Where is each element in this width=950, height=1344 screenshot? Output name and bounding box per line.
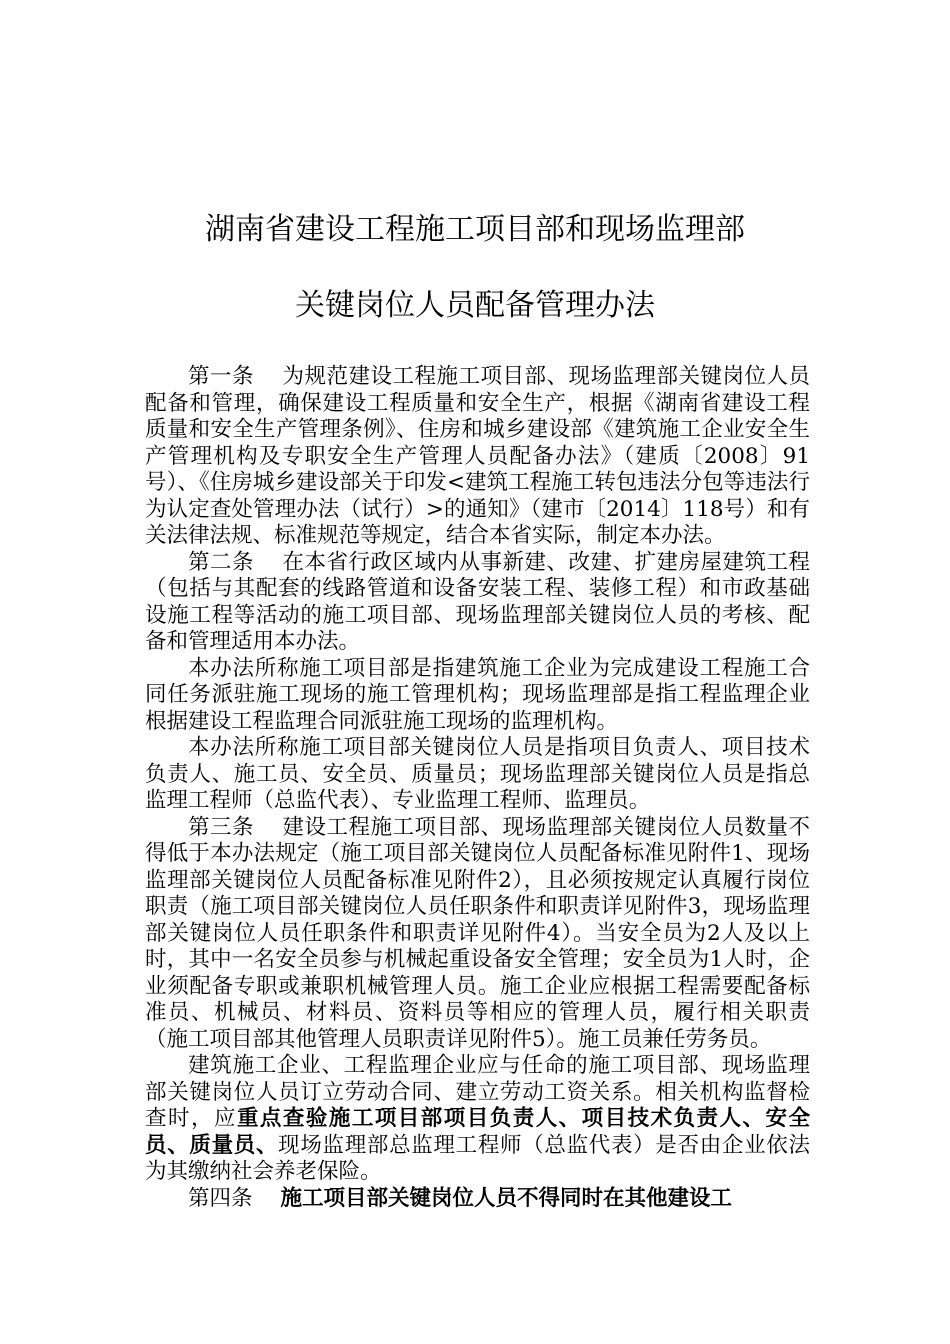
labor-contract-paragraph <box>145 1053 810 1186</box>
article-label: 第四条 <box>188 1185 253 1211</box>
article-label: 第三条 <box>188 814 255 840</box>
paragraph-text: 本办法所称施工项目部是指建筑施工企业为完成建设工程施工合同任务派驻施工现场的施工管理机构；现场监理部是指工程监理企业根据建设工程监理合同派驻施工现场的监理机构。 <box>145 655 810 734</box>
article-text: 建设工程施工项目部、现场监理部关键岗位人员数量不得低于本办法规定（施工项目部关键岗位人员配备标准见附件1、现场监理部关键岗位人员配备标准见附件2），且必须按规定认真履行岗位职责（施工项目部关键岗位人员任职条件和职责详见附件3，现场监理部关键岗位人员任职条件和职责详见附件4）。当安全员为2人及以上时，其中一名安全员参与机械起重设备安全管理；安全员为1人时，企业须配备专职或兼职机械管理人员。施工企业应根据工程需要配备标准员、机械员、材料员、资料员等相应的管理人员，履行相关职责（施工项目部其他管理人员职责详见附件5）。施工员兼任劳务员。 <box>145 814 810 1052</box>
emphasized-text: 施工项目部关键岗位人员不得同时在其他建设工 <box>280 1185 732 1211</box>
document-body <box>145 364 810 1212</box>
document-title-line-2: 关键岗位人员配备管理办法 <box>295 288 655 323</box>
key-positions-paragraph <box>145 735 810 815</box>
article-2-paragraph <box>145 550 810 656</box>
article-text: 为规范建设工程施工项目部、现场监理部关键岗位人员配备和管理，确保建设工程质量和安全生产，根据《湖南省建设工程质量和安全生产管理条例》、住房和城乡建设部《建筑施工企业安全生产管理机构及专职安全生产管理人员配备办法》（建质〔2008〕91号）、《住房城乡建设部关于印发<建筑工程施工转包违法分包等违法行为认定查处管理办法（试行）>的通知》（建市〔2014〕118号）和有关法律法规、标准规范等规定，结合本省实际，制定本办法。 <box>145 364 810 548</box>
article-text: 在本省行政区域内从事新建、改建、扩建房屋建筑工程（包括与其配套的线路管道和设备安装工程、装修工程）和市政基础设施工程等活动的施工项目部、现场监理部关键岗位人员的考核、配备和管理适用本办法。 <box>145 549 810 654</box>
document-title-line-1: 湖南省建设工程施工项目部和现场监理部 <box>205 212 745 247</box>
article-label: 第二条 <box>188 549 255 575</box>
emphasized-text: 重点查验施工项目部项目负责人、项目技术负责人、安全员、质量员、 <box>145 1106 810 1158</box>
definition-paragraph <box>145 656 810 736</box>
paragraph-text: 建筑施工企业、工程监理企业应与任命的施工项目部、现场监理部关键岗位人员订立劳动合同、建立劳动工资关系。相关机构监督检查时，应 <box>145 1053 810 1131</box>
paragraph-text: 本办法所称施工项目部关键岗位人员是指项目负责人、项目技术负责人、施工员、安全员、质量员；现场监理部关键岗位人员是指总监理工程师（总监代表）、专业监理工程师、监理员。 <box>145 735 810 813</box>
paragraph-text: 现场监理部总监理工程师（总监代表）是否由企业依法为其缴纳社会养老保险。 <box>145 1132 810 1184</box>
article-4-paragraph <box>145 1186 810 1213</box>
article-3-paragraph <box>145 815 810 1054</box>
article-1-paragraph <box>145 364 810 550</box>
article-label: 第一条 <box>188 364 255 389</box>
